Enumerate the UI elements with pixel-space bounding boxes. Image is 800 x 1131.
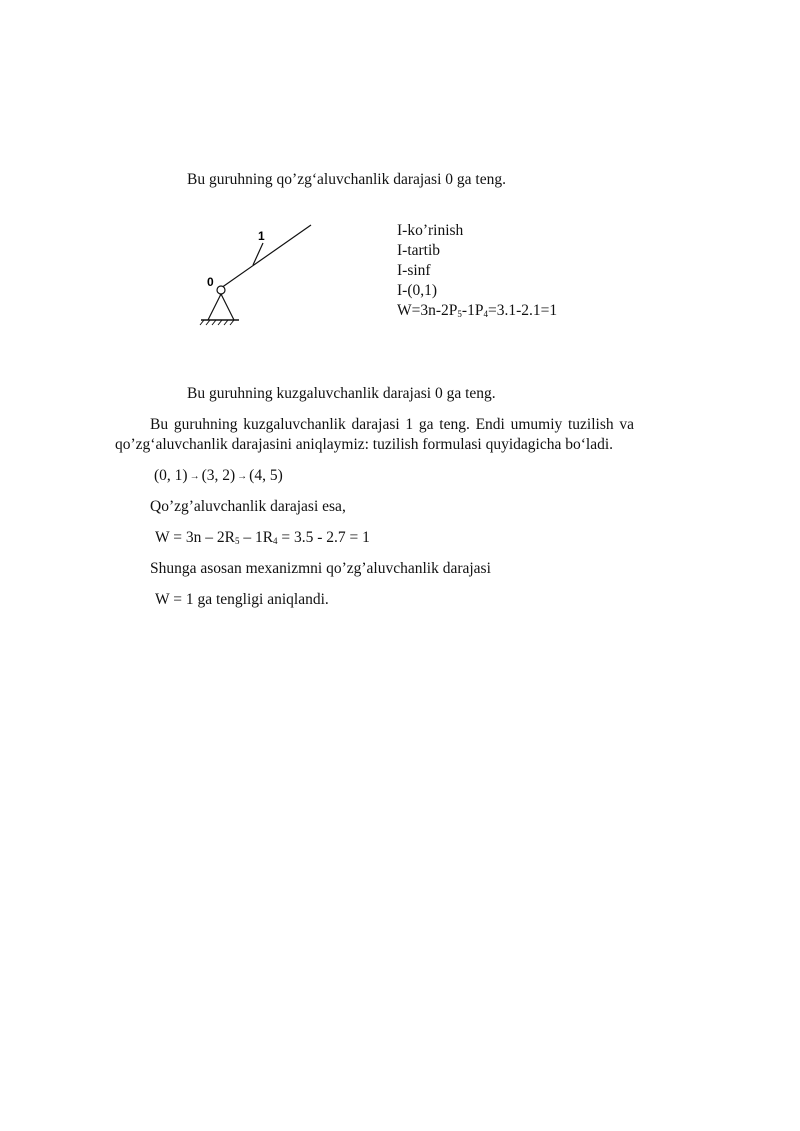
group-type: I-ko’rinish [397,222,464,239]
support-left-leg [208,294,221,320]
paragraph-result: W = 1 ga tengligi aniqlandi. [155,591,329,608]
paragraph-kuz-1-line1: Bu guruhning kuzgaluvchanlik darajasi 1 ga teng. Endi umumiy tuzilish va [150,416,634,433]
pivot-joint [217,286,225,294]
group-info [397,221,557,324]
structure-formula: (0, 1) → (3, 2) → (4, 5) [154,467,283,484]
group-code: I-(0,1) [397,282,438,299]
group-order: I-tartib [397,242,441,259]
ground-hatching [200,320,234,325]
paragraph-intro: Bu guruhning qo’zg‘aluvchanlik darajasi 0 ga teng. [187,171,506,188]
paragraph-shunga: Shunga asosan mexanizmni qo’zg’aluvchanlik darajasi [150,560,491,577]
support-right-leg [221,294,234,320]
group-formula: $W=3n-2P_5-1P_4=3.1-2.1=1$ [397,302,558,319]
mobility-formula: $W = 3n - 2R_5 - 1R_4 = 3.5 - 2.7 = 1$ [155,529,370,546]
mechanism-diagram [195,218,325,333]
crank-link-line [221,225,311,288]
link-label: 1 [258,229,265,243]
paragraph-esa: Qo’zg’aluvchanlik darajasi esa, [150,498,346,515]
paragraph-kuz-0: Bu guruhning kuzgaluvchanlik darajasi 0 ga teng. [187,385,496,402]
paragraph-kuz-1-line2: qo’zg‘aluvchanlik darajasini aniqlaymiz: tuzilish formulasi quyidagicha bo‘ladi. [115,436,614,453]
base-label: 0 [207,275,214,289]
group-class: I-sinf [397,262,431,279]
